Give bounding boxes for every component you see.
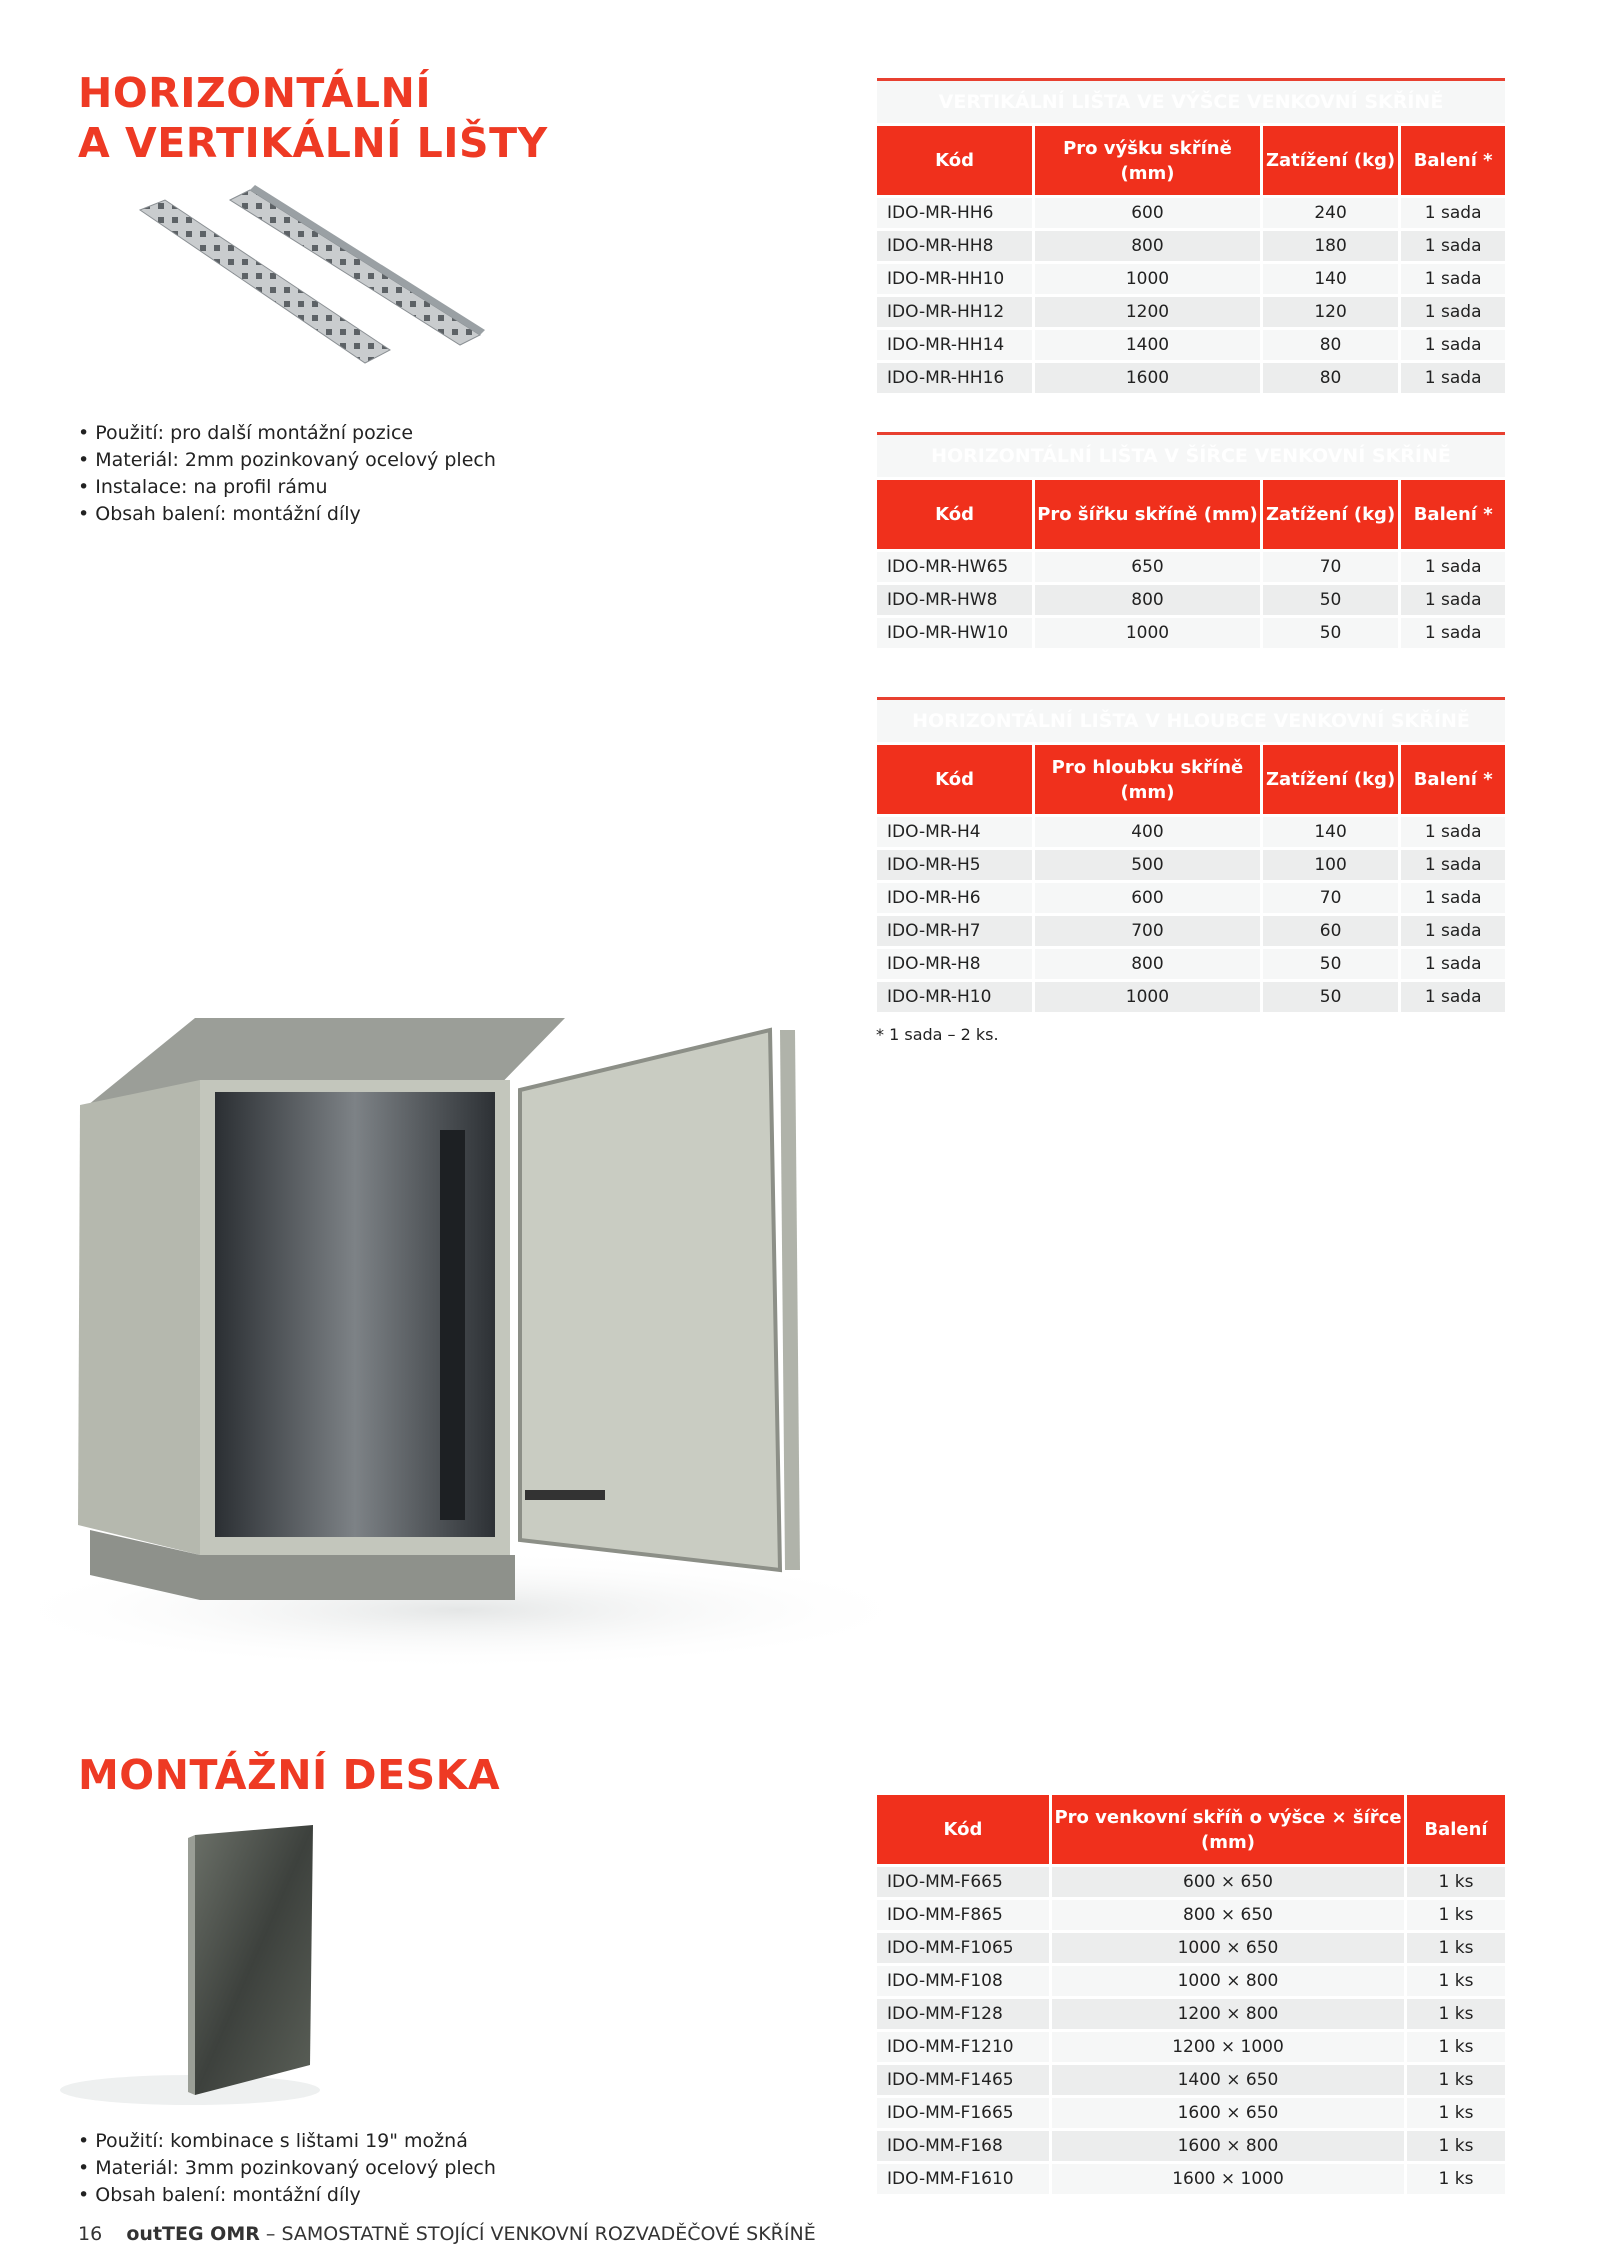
table-cell: IDO-MM-F1065: [877, 1933, 1049, 1963]
section-title-mounting-plate: MONTÁŽNÍ DESKA: [78, 1751, 501, 1799]
table-cell: 1 ks: [1407, 2164, 1505, 2194]
table-row: [877, 817, 1505, 847]
table-cell: IDO-MM-F1210: [877, 2032, 1049, 2062]
table-cell: 1 sada: [1401, 850, 1505, 880]
table-cell: 140: [1263, 817, 1399, 847]
column-header: Pro hloubku skříně (mm): [1035, 745, 1260, 814]
table-horizontal-depth-rail: [874, 694, 1508, 1015]
feature-item: • Použití: kombinace s lištami 19" možná: [78, 2128, 496, 2155]
table-cell: IDO-MR-HW10: [877, 618, 1032, 648]
table-cell: IDO-MM-F1465: [877, 2065, 1049, 2095]
table-cell: IDO-MM-F128: [877, 1999, 1049, 2029]
cabinet-image: [40, 1000, 960, 1690]
table-row: [877, 552, 1505, 582]
table-cell: 60: [1263, 916, 1399, 946]
table-cell: IDO-MR-HW8: [877, 585, 1032, 615]
table-cell: 1 sada: [1401, 264, 1505, 294]
table-cell: 1000 × 800: [1052, 1966, 1404, 1996]
table-cell: IDO-MR-HH6: [877, 198, 1032, 228]
table-row: [877, 618, 1505, 648]
table-cell: 600 × 650: [1052, 1867, 1404, 1897]
table-cell: 1 sada: [1401, 618, 1505, 648]
column-header: Kód: [877, 745, 1032, 814]
table-row: [877, 2164, 1505, 2194]
footer-text: – SAMOSTATNĚ STOJÍCÍ VENKOVNÍ ROZVADĚČOVÉ SKŘÍNĚ: [259, 2223, 816, 2245]
table-row: [877, 916, 1505, 946]
feature-item: • Materiál: 2mm pozinkovaný ocelový plech: [78, 447, 496, 474]
table-cell: 800: [1035, 231, 1260, 261]
table-cell: 1 sada: [1401, 363, 1505, 393]
table-cell: 1 sada: [1401, 198, 1505, 228]
table-cell: 1200 × 800: [1052, 1999, 1404, 2029]
column-header: Pro venkovní skříň o výšce × šířce (mm): [1052, 1795, 1404, 1864]
table-cell: 500: [1035, 850, 1260, 880]
table-cell: IDO-MR-H6: [877, 883, 1032, 913]
table-cell: 1 ks: [1407, 2032, 1505, 2062]
table-cell: 1400 × 650: [1052, 2065, 1404, 2095]
table-cell: IDO-MM-F108: [877, 1966, 1049, 1996]
table-cell: IDO-MR-H10: [877, 982, 1032, 1012]
table-row: [877, 949, 1505, 979]
feature-item: • Materiál: 3mm pozinkovaný ocelový plech: [78, 2155, 496, 2182]
column-header: Kód: [877, 1795, 1049, 1864]
table-row: [877, 363, 1505, 393]
table-row: [877, 850, 1505, 880]
table-row: [877, 231, 1505, 261]
table-cell: 180: [1263, 231, 1399, 261]
table-cell: 50: [1263, 949, 1399, 979]
column-header: Balení *: [1401, 480, 1505, 549]
table-cell: 400: [1035, 817, 1260, 847]
data-table: [874, 694, 1508, 1015]
column-header: Zatížení (kg): [1263, 745, 1399, 814]
column-header: Pro výšku skříně (mm): [1035, 126, 1260, 195]
table-cell: 50: [1263, 585, 1399, 615]
table-cell: 1 ks: [1407, 1900, 1505, 1930]
table-cell: IDO-MR-H5: [877, 850, 1032, 880]
table-cell: IDO-MM-F1610: [877, 2164, 1049, 2194]
table-cell: 1000: [1035, 618, 1260, 648]
table-cell: 1000: [1035, 982, 1260, 1012]
table-title: HORIZONTÁLNÍ LIŠTA V ŠÍŘCE VENKOVNÍ SKŘÍNĚ: [877, 432, 1505, 477]
table-cell: IDO-MR-HH16: [877, 363, 1032, 393]
table-cell: 1 sada: [1401, 297, 1505, 327]
table-title: HORIZONTÁLNÍ LIŠTA V HLOUBCE VENKOVNÍ SKŘÍNĚ: [877, 697, 1505, 742]
table-cell: 1 sada: [1401, 916, 1505, 946]
table-cell: 1 ks: [1407, 1933, 1505, 1963]
table-cell: 1 sada: [1401, 817, 1505, 847]
table-row: [877, 1933, 1505, 1963]
table-cell: 1600 × 800: [1052, 2131, 1404, 2161]
table-row: [877, 1867, 1505, 1897]
table-cell: IDO-MR-HW65: [877, 552, 1032, 582]
table-cell: 600: [1035, 198, 1260, 228]
table-cell: 80: [1263, 363, 1399, 393]
table-cell: 1 sada: [1401, 585, 1505, 615]
table-cell: IDO-MR-HH12: [877, 297, 1032, 327]
table-cell: 1 ks: [1407, 1966, 1505, 1996]
table-cell: 800 × 650: [1052, 1900, 1404, 1930]
section-title-rails: [78, 68, 548, 168]
table-cell: 1600 × 1000: [1052, 2164, 1404, 2194]
table-cell: 1 ks: [1407, 1999, 1505, 2029]
table-cell: IDO-MM-F168: [877, 2131, 1049, 2161]
table-horizontal-width-rail: [874, 429, 1508, 651]
table-cell: 1 ks: [1407, 2065, 1505, 2095]
feature-item: • Obsah balení: montážní díly: [78, 2182, 496, 2209]
table-cell: 120: [1263, 297, 1399, 327]
column-header: Pro šířku skříně (mm): [1035, 480, 1260, 549]
table-cell: 1 ks: [1407, 1867, 1505, 1897]
table-row: [877, 1999, 1505, 2029]
footer-brand: outTEG OMR: [126, 2223, 260, 2245]
page-footer: [78, 2223, 816, 2245]
table-cell: 700: [1035, 916, 1260, 946]
title-line-2: A VERTIKÁLNÍ LIŠTY: [78, 119, 548, 167]
column-header: Zatížení (kg): [1263, 480, 1399, 549]
table-cell: 1 sada: [1401, 552, 1505, 582]
column-header: Balení *: [1401, 126, 1505, 195]
table-cell: 80: [1263, 330, 1399, 360]
table-row: [877, 297, 1505, 327]
table-row: [877, 1966, 1505, 1996]
table-cell: 70: [1263, 552, 1399, 582]
feature-item: • Obsah balení: montážní díly: [78, 501, 496, 528]
table-cell: 1200 × 1000: [1052, 2032, 1404, 2062]
column-header: Balení *: [1401, 745, 1505, 814]
rails-image: [70, 185, 490, 380]
data-table: [874, 75, 1508, 396]
table-cell: 1 sada: [1401, 330, 1505, 360]
title-line-1: HORIZONTÁLNÍ: [78, 69, 432, 117]
table-row: [877, 982, 1505, 1012]
table-mounting-plate: [874, 1792, 1508, 2197]
table-cell: 800: [1035, 585, 1260, 615]
table-cell: 140: [1263, 264, 1399, 294]
table-row: [877, 198, 1505, 228]
table-cell: IDO-MR-HH10: [877, 264, 1032, 294]
table-cell: 1 sada: [1401, 949, 1505, 979]
table-cell: IDO-MR-H8: [877, 949, 1032, 979]
column-header: Kód: [877, 126, 1032, 195]
table-vertical-rail: [874, 75, 1508, 396]
table-cell: 1 sada: [1401, 883, 1505, 913]
table-cell: 1 sada: [1401, 982, 1505, 1012]
feature-item: • Instalace: na profil rámu: [78, 474, 496, 501]
table-cell: IDO-MR-HH8: [877, 231, 1032, 261]
table-cell: IDO-MR-H7: [877, 916, 1032, 946]
table-row: [877, 330, 1505, 360]
table-cell: 1600: [1035, 363, 1260, 393]
table-row: [877, 883, 1505, 913]
table-cell: 1 ks: [1407, 2098, 1505, 2128]
table-row: [877, 264, 1505, 294]
table-cell: IDO-MR-H4: [877, 817, 1032, 847]
footnote: * 1 sada – 2 ks.: [876, 1025, 999, 1044]
table-cell: 100: [1263, 850, 1399, 880]
column-header: Kód: [877, 480, 1032, 549]
plate-features-list: [78, 2128, 496, 2209]
table-cell: 1000: [1035, 264, 1260, 294]
column-header: Zatížení (kg): [1263, 126, 1399, 195]
table-row: [877, 2032, 1505, 2062]
table-cell: 240: [1263, 198, 1399, 228]
rails-features-list: [78, 420, 496, 528]
table-title: VERTIKÁLNÍ LIŠTA VE VÝŠCE VENKOVNÍ SKŘÍNĚ: [877, 78, 1505, 123]
feature-item: • Použití: pro další montážní pozice: [78, 420, 496, 447]
table-cell: 70: [1263, 883, 1399, 913]
data-table: [874, 429, 1508, 651]
column-header: Balení: [1407, 1795, 1505, 1864]
table-row: [877, 2065, 1505, 2095]
page-number: 16: [78, 2223, 103, 2245]
table-cell: 1 ks: [1407, 2131, 1505, 2161]
table-cell: 800: [1035, 949, 1260, 979]
table-cell: 1400: [1035, 330, 1260, 360]
table-cell: 1000 × 650: [1052, 1933, 1404, 1963]
table-cell: 50: [1263, 982, 1399, 1012]
table-cell: 1600 × 650: [1052, 2098, 1404, 2128]
mounting-plate-image: [60, 1820, 360, 2110]
table-row: [877, 2098, 1505, 2128]
table-cell: IDO-MM-F865: [877, 1900, 1049, 1930]
table-cell: IDO-MM-F665: [877, 1867, 1049, 1897]
table-row: [877, 585, 1505, 615]
table-cell: 600: [1035, 883, 1260, 913]
table-cell: 650: [1035, 552, 1260, 582]
table-row: [877, 1900, 1505, 1930]
data-table: [874, 1792, 1508, 2197]
table-cell: 50: [1263, 618, 1399, 648]
table-cell: 1 sada: [1401, 231, 1505, 261]
table-cell: IDO-MR-HH14: [877, 330, 1032, 360]
table-cell: 1200: [1035, 297, 1260, 327]
table-row: [877, 2131, 1505, 2161]
table-cell: IDO-MM-F1665: [877, 2098, 1049, 2128]
